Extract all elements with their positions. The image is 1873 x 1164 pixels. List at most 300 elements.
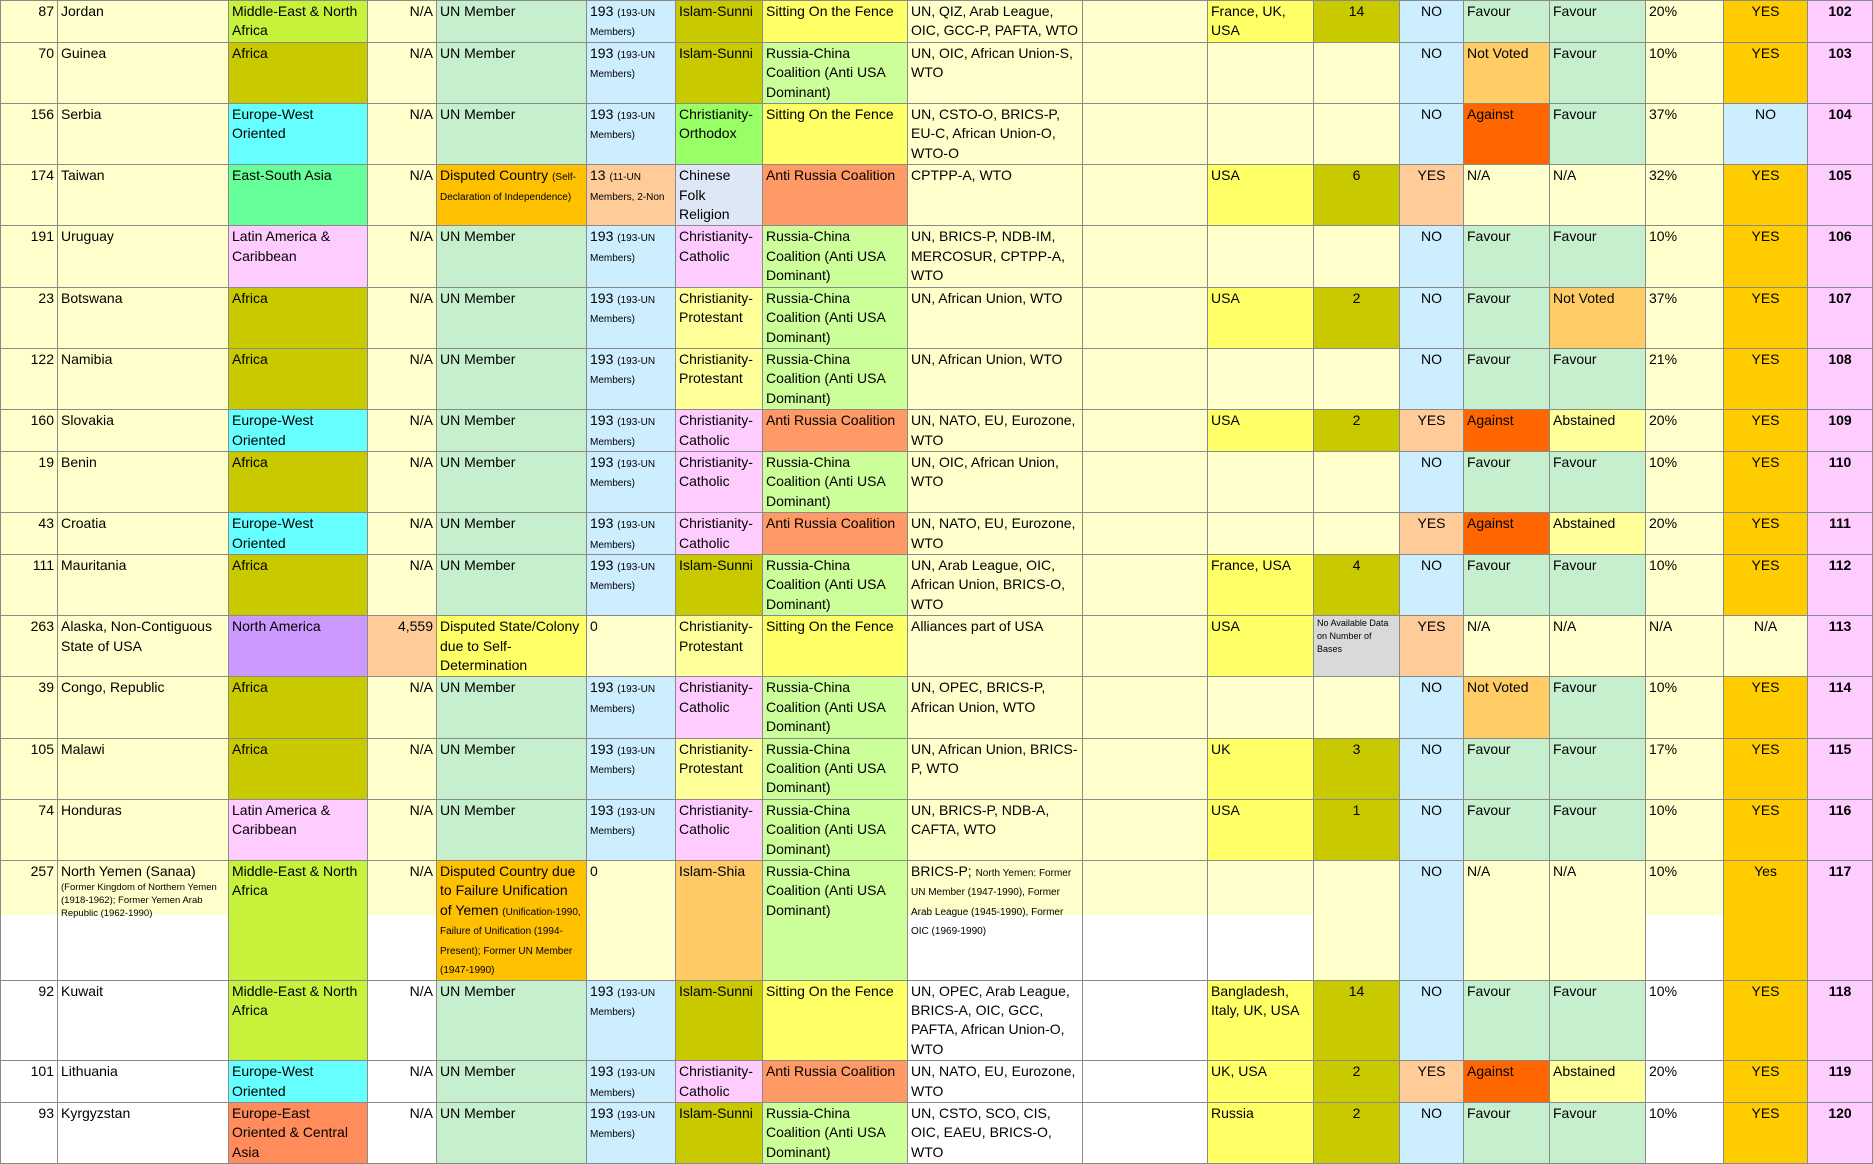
cell-index[interactable] — [1808, 738, 1873, 799]
cell-base-count[interactable] — [1314, 738, 1400, 799]
cell-nuclear[interactable] — [1400, 554, 1464, 615]
cell-stance[interactable] — [763, 226, 908, 287]
cell-memberships[interactable] — [908, 1061, 1083, 1103]
cell-index[interactable] — [1808, 799, 1873, 860]
cell-region[interactable] — [229, 1102, 368, 1163]
cell-area[interactable] — [368, 799, 437, 860]
cell-region[interactable] — [229, 1061, 368, 1103]
cell-country[interactable] — [58, 1102, 229, 1163]
cell-country[interactable] — [58, 1061, 229, 1103]
cell-stance[interactable] — [763, 677, 908, 738]
cell-status[interactable] — [437, 226, 587, 287]
cell-bases[interactable] — [1208, 348, 1314, 409]
cell-rank[interactable] — [1, 348, 58, 409]
cell-nuclear[interactable] — [1400, 226, 1464, 287]
cell-status[interactable] — [437, 513, 587, 555]
cell-un-count[interactable] — [587, 677, 676, 738]
cell-final[interactable] — [1724, 677, 1808, 738]
cell-bases[interactable] — [1208, 165, 1314, 226]
cell-country[interactable] — [58, 616, 229, 677]
cell-index[interactable] — [1808, 451, 1873, 512]
cell-bases[interactable] — [1208, 616, 1314, 677]
cell-area[interactable] — [368, 165, 437, 226]
cell-blank[interactable] — [1083, 165, 1208, 226]
cell-vote-2[interactable] — [1550, 1061, 1646, 1103]
cell-status[interactable] — [437, 799, 587, 860]
cell-index[interactable] — [1808, 616, 1873, 677]
cell-bases[interactable] — [1208, 410, 1314, 452]
cell-percent[interactable] — [1646, 1102, 1724, 1163]
cell-status[interactable] — [437, 42, 587, 103]
cell-memberships[interactable] — [908, 42, 1083, 103]
cell-rank[interactable] — [1, 799, 58, 860]
cell-bases[interactable] — [1208, 226, 1314, 287]
cell-area[interactable] — [368, 861, 437, 980]
cell-un-count[interactable] — [587, 1061, 676, 1103]
cell-rank[interactable] — [1, 410, 58, 452]
cell-stance[interactable] — [763, 554, 908, 615]
cell-index[interactable] — [1808, 287, 1873, 348]
cell-final[interactable] — [1724, 451, 1808, 512]
cell-un-count[interactable] — [587, 1102, 676, 1163]
cell-vote-1[interactable] — [1464, 104, 1550, 165]
cell-country[interactable] — [58, 861, 229, 980]
cell-rank[interactable] — [1, 1061, 58, 1103]
cell-nuclear[interactable] — [1400, 799, 1464, 860]
cell-final[interactable] — [1724, 1102, 1808, 1163]
cell-base-count[interactable] — [1314, 677, 1400, 738]
cell-bases[interactable] — [1208, 1102, 1314, 1163]
cell-area[interactable] — [368, 104, 437, 165]
cell-blank[interactable] — [1083, 1, 1208, 43]
cell-base-count[interactable] — [1314, 410, 1400, 452]
cell-vote-2[interactable] — [1550, 287, 1646, 348]
cell-region[interactable] — [229, 287, 368, 348]
cell-nuclear[interactable] — [1400, 980, 1464, 1061]
cell-rank[interactable] — [1, 287, 58, 348]
cell-rank[interactable] — [1, 738, 58, 799]
cell-bases[interactable] — [1208, 980, 1314, 1061]
cell-religion[interactable] — [676, 165, 763, 226]
cell-un-count[interactable] — [587, 410, 676, 452]
cell-rank[interactable] — [1, 513, 58, 555]
cell-bases[interactable] — [1208, 861, 1314, 980]
cell-status[interactable] — [437, 980, 587, 1061]
cell-percent[interactable] — [1646, 104, 1724, 165]
cell-memberships[interactable] — [908, 616, 1083, 677]
cell-vote-1[interactable] — [1464, 1061, 1550, 1103]
cell-un-count[interactable] — [587, 104, 676, 165]
cell-rank[interactable] — [1, 165, 58, 226]
cell-vote-1[interactable] — [1464, 410, 1550, 452]
cell-status[interactable] — [437, 1102, 587, 1163]
cell-un-count[interactable] — [587, 554, 676, 615]
cell-index[interactable] — [1808, 226, 1873, 287]
cell-percent[interactable] — [1646, 226, 1724, 287]
cell-stance[interactable] — [763, 1061, 908, 1103]
cell-country[interactable] — [58, 287, 229, 348]
cell-nuclear[interactable] — [1400, 1102, 1464, 1163]
cell-nuclear[interactable] — [1400, 616, 1464, 677]
cell-blank[interactable] — [1083, 554, 1208, 615]
cell-stance[interactable] — [763, 513, 908, 555]
cell-rank[interactable] — [1, 554, 58, 615]
cell-region[interactable] — [229, 738, 368, 799]
cell-memberships[interactable] — [908, 226, 1083, 287]
cell-country[interactable] — [58, 410, 229, 452]
cell-country[interactable] — [58, 226, 229, 287]
cell-nuclear[interactable] — [1400, 42, 1464, 103]
cell-vote-2[interactable] — [1550, 348, 1646, 409]
cell-region[interactable] — [229, 677, 368, 738]
cell-area[interactable] — [368, 616, 437, 677]
cell-blank[interactable] — [1083, 287, 1208, 348]
cell-religion[interactable] — [676, 616, 763, 677]
cell-stance[interactable] — [763, 799, 908, 860]
cell-region[interactable] — [229, 348, 368, 409]
cell-un-count[interactable] — [587, 513, 676, 555]
cell-percent[interactable] — [1646, 677, 1724, 738]
cell-vote-2[interactable] — [1550, 165, 1646, 226]
cell-blank[interactable] — [1083, 799, 1208, 860]
cell-region[interactable] — [229, 410, 368, 452]
cell-stance[interactable] — [763, 348, 908, 409]
cell-religion[interactable] — [676, 513, 763, 555]
cell-bases[interactable] — [1208, 1, 1314, 43]
cell-region[interactable] — [229, 513, 368, 555]
cell-base-count[interactable] — [1314, 348, 1400, 409]
cell-region[interactable] — [229, 1, 368, 43]
cell-bases[interactable] — [1208, 738, 1314, 799]
cell-area[interactable] — [368, 677, 437, 738]
cell-vote-1[interactable] — [1464, 616, 1550, 677]
cell-memberships[interactable] — [908, 348, 1083, 409]
cell-bases[interactable] — [1208, 451, 1314, 512]
cell-status[interactable] — [437, 1061, 587, 1103]
cell-stance[interactable] — [763, 861, 908, 980]
cell-index[interactable] — [1808, 554, 1873, 615]
cell-blank[interactable] — [1083, 677, 1208, 738]
cell-base-count[interactable] — [1314, 104, 1400, 165]
cell-region[interactable] — [229, 451, 368, 512]
cell-religion[interactable] — [676, 287, 763, 348]
cell-blank[interactable] — [1083, 226, 1208, 287]
cell-vote-1[interactable] — [1464, 42, 1550, 103]
cell-un-count[interactable] — [587, 451, 676, 512]
cell-index[interactable] — [1808, 980, 1873, 1061]
cell-nuclear[interactable] — [1400, 513, 1464, 555]
cell-index[interactable] — [1808, 410, 1873, 452]
cell-base-count[interactable] — [1314, 1061, 1400, 1103]
cell-rank[interactable] — [1, 42, 58, 103]
cell-final[interactable] — [1724, 1061, 1808, 1103]
cell-vote-1[interactable] — [1464, 348, 1550, 409]
cell-country[interactable] — [58, 738, 229, 799]
cell-status[interactable] — [437, 287, 587, 348]
cell-religion[interactable] — [676, 226, 763, 287]
cell-blank[interactable] — [1083, 738, 1208, 799]
cell-nuclear[interactable] — [1400, 348, 1464, 409]
cell-vote-1[interactable] — [1464, 1102, 1550, 1163]
cell-nuclear[interactable] — [1400, 677, 1464, 738]
cell-bases[interactable] — [1208, 677, 1314, 738]
cell-nuclear[interactable] — [1400, 1, 1464, 43]
cell-status[interactable] — [437, 677, 587, 738]
cell-region[interactable] — [229, 42, 368, 103]
cell-area[interactable] — [368, 738, 437, 799]
cell-un-count[interactable] — [587, 287, 676, 348]
cell-final[interactable] — [1724, 410, 1808, 452]
cell-bases[interactable] — [1208, 1061, 1314, 1103]
cell-vote-2[interactable] — [1550, 677, 1646, 738]
cell-religion[interactable] — [676, 1, 763, 43]
cell-stance[interactable] — [763, 616, 908, 677]
cell-stance[interactable] — [763, 451, 908, 512]
cell-rank[interactable] — [1, 1102, 58, 1163]
cell-vote-2[interactable] — [1550, 410, 1646, 452]
cell-region[interactable] — [229, 861, 368, 980]
cell-base-count[interactable] — [1314, 226, 1400, 287]
cell-final[interactable] — [1724, 42, 1808, 103]
cell-memberships[interactable] — [908, 165, 1083, 226]
cell-status[interactable] — [437, 165, 587, 226]
cell-vote-2[interactable] — [1550, 980, 1646, 1061]
cell-status[interactable] — [437, 410, 587, 452]
cell-final[interactable] — [1724, 104, 1808, 165]
cell-percent[interactable] — [1646, 410, 1724, 452]
cell-bases[interactable] — [1208, 104, 1314, 165]
cell-un-count[interactable] — [587, 861, 676, 980]
cell-base-count[interactable] — [1314, 980, 1400, 1061]
cell-religion[interactable] — [676, 42, 763, 103]
cell-blank[interactable] — [1083, 42, 1208, 103]
cell-nuclear[interactable] — [1400, 104, 1464, 165]
cell-base-count[interactable] — [1314, 165, 1400, 226]
cell-vote-2[interactable] — [1550, 738, 1646, 799]
cell-un-count[interactable] — [587, 980, 676, 1061]
cell-rank[interactable] — [1, 677, 58, 738]
cell-base-count[interactable] — [1314, 1, 1400, 43]
cell-country[interactable] — [58, 42, 229, 103]
cell-vote-1[interactable] — [1464, 861, 1550, 980]
cell-base-count[interactable] — [1314, 861, 1400, 980]
cell-area[interactable] — [368, 1102, 437, 1163]
cell-area[interactable] — [368, 554, 437, 615]
cell-area[interactable] — [368, 1, 437, 43]
cell-vote-1[interactable] — [1464, 451, 1550, 512]
cell-final[interactable] — [1724, 554, 1808, 615]
cell-final[interactable] — [1724, 980, 1808, 1061]
cell-vote-1[interactable] — [1464, 513, 1550, 555]
cell-religion[interactable] — [676, 104, 763, 165]
cell-nuclear[interactable] — [1400, 165, 1464, 226]
cell-rank[interactable] — [1, 1, 58, 43]
cell-final[interactable] — [1724, 348, 1808, 409]
cell-religion[interactable] — [676, 1061, 763, 1103]
cell-area[interactable] — [368, 980, 437, 1061]
cell-area[interactable] — [368, 513, 437, 555]
cell-status[interactable] — [437, 451, 587, 512]
cell-rank[interactable] — [1, 226, 58, 287]
cell-blank[interactable] — [1083, 1061, 1208, 1103]
cell-vote-1[interactable] — [1464, 738, 1550, 799]
cell-stance[interactable] — [763, 287, 908, 348]
cell-religion[interactable] — [676, 348, 763, 409]
cell-bases[interactable] — [1208, 554, 1314, 615]
cell-country[interactable] — [58, 1, 229, 43]
cell-rank[interactable] — [1, 861, 58, 980]
cell-status[interactable] — [437, 616, 587, 677]
cell-country[interactable] — [58, 165, 229, 226]
cell-final[interactable] — [1724, 165, 1808, 226]
cell-index[interactable] — [1808, 677, 1873, 738]
cell-vote-2[interactable] — [1550, 616, 1646, 677]
cell-percent[interactable] — [1646, 348, 1724, 409]
cell-percent[interactable] — [1646, 554, 1724, 615]
cell-vote-2[interactable] — [1550, 861, 1646, 980]
cell-region[interactable] — [229, 554, 368, 615]
cell-memberships[interactable] — [908, 1, 1083, 43]
cell-vote-1[interactable] — [1464, 677, 1550, 738]
cell-memberships[interactable] — [908, 738, 1083, 799]
cell-religion[interactable] — [676, 799, 763, 860]
cell-nuclear[interactable] — [1400, 861, 1464, 980]
cell-stance[interactable] — [763, 1102, 908, 1163]
cell-final[interactable] — [1724, 616, 1808, 677]
cell-country[interactable] — [58, 513, 229, 555]
cell-memberships[interactable] — [908, 980, 1083, 1061]
cell-memberships[interactable] — [908, 104, 1083, 165]
cell-memberships[interactable] — [908, 861, 1083, 980]
cell-blank[interactable] — [1083, 980, 1208, 1061]
cell-vote-1[interactable] — [1464, 1, 1550, 43]
cell-region[interactable] — [229, 104, 368, 165]
cell-religion[interactable] — [676, 677, 763, 738]
cell-vote-1[interactable] — [1464, 980, 1550, 1061]
cell-un-count[interactable] — [587, 226, 676, 287]
cell-final[interactable] — [1724, 861, 1808, 980]
cell-country[interactable] — [58, 104, 229, 165]
cell-un-count[interactable] — [587, 348, 676, 409]
cell-memberships[interactable] — [908, 410, 1083, 452]
cell-vote-2[interactable] — [1550, 104, 1646, 165]
cell-final[interactable] — [1724, 226, 1808, 287]
cell-status[interactable] — [437, 861, 587, 980]
cell-area[interactable] — [368, 410, 437, 452]
cell-country[interactable] — [58, 451, 229, 512]
cell-final[interactable] — [1724, 799, 1808, 860]
cell-status[interactable] — [437, 348, 587, 409]
cell-blank[interactable] — [1083, 861, 1208, 980]
cell-final[interactable] — [1724, 738, 1808, 799]
cell-nuclear[interactable] — [1400, 738, 1464, 799]
cell-index[interactable] — [1808, 513, 1873, 555]
cell-religion[interactable] — [676, 410, 763, 452]
cell-area[interactable] — [368, 348, 437, 409]
cell-country[interactable] — [58, 677, 229, 738]
cell-index[interactable] — [1808, 104, 1873, 165]
cell-rank[interactable] — [1, 616, 58, 677]
cell-percent[interactable] — [1646, 861, 1724, 980]
cell-base-count[interactable] — [1314, 616, 1400, 677]
cell-nuclear[interactable] — [1400, 1061, 1464, 1103]
cell-area[interactable] — [368, 287, 437, 348]
cell-memberships[interactable] — [908, 554, 1083, 615]
cell-nuclear[interactable] — [1400, 451, 1464, 512]
cell-percent[interactable] — [1646, 738, 1724, 799]
cell-rank[interactable] — [1, 451, 58, 512]
cell-blank[interactable] — [1083, 616, 1208, 677]
cell-bases[interactable] — [1208, 42, 1314, 103]
cell-stance[interactable] — [763, 980, 908, 1061]
cell-base-count[interactable] — [1314, 42, 1400, 103]
cell-region[interactable] — [229, 616, 368, 677]
cell-percent[interactable] — [1646, 287, 1724, 348]
cell-index[interactable] — [1808, 348, 1873, 409]
cell-vote-2[interactable] — [1550, 226, 1646, 287]
cell-rank[interactable] — [1, 104, 58, 165]
cell-blank[interactable] — [1083, 513, 1208, 555]
cell-memberships[interactable] — [908, 799, 1083, 860]
cell-percent[interactable] — [1646, 799, 1724, 860]
cell-un-count[interactable] — [587, 799, 676, 860]
cell-vote-2[interactable] — [1550, 799, 1646, 860]
cell-index[interactable] — [1808, 1102, 1873, 1163]
cell-un-count[interactable] — [587, 165, 676, 226]
cell-country[interactable] — [58, 799, 229, 860]
cell-base-count[interactable] — [1314, 451, 1400, 512]
cell-percent[interactable] — [1646, 616, 1724, 677]
cell-nuclear[interactable] — [1400, 410, 1464, 452]
cell-index[interactable] — [1808, 861, 1873, 980]
cell-country[interactable] — [58, 554, 229, 615]
cell-vote-2[interactable] — [1550, 513, 1646, 555]
cell-status[interactable] — [437, 738, 587, 799]
cell-vote-1[interactable] — [1464, 799, 1550, 860]
cell-religion[interactable] — [676, 861, 763, 980]
cell-region[interactable] — [229, 165, 368, 226]
cell-percent[interactable] — [1646, 513, 1724, 555]
cell-religion[interactable] — [676, 451, 763, 512]
cell-stance[interactable] — [763, 410, 908, 452]
cell-base-count[interactable] — [1314, 1102, 1400, 1163]
cell-percent[interactable] — [1646, 451, 1724, 512]
cell-country[interactable] — [58, 348, 229, 409]
cell-final[interactable] — [1724, 287, 1808, 348]
cell-percent[interactable] — [1646, 1061, 1724, 1103]
cell-index[interactable] — [1808, 42, 1873, 103]
cell-memberships[interactable] — [908, 1102, 1083, 1163]
cell-stance[interactable] — [763, 42, 908, 103]
cell-un-count[interactable] — [587, 42, 676, 103]
cell-area[interactable] — [368, 451, 437, 512]
cell-memberships[interactable] — [908, 677, 1083, 738]
cell-vote-1[interactable] — [1464, 554, 1550, 615]
cell-status[interactable] — [437, 1, 587, 43]
cell-area[interactable] — [368, 42, 437, 103]
cell-base-count[interactable] — [1314, 554, 1400, 615]
cell-region[interactable] — [229, 799, 368, 860]
cell-stance[interactable] — [763, 104, 908, 165]
cell-region[interactable] — [229, 980, 368, 1061]
cell-vote-1[interactable] — [1464, 165, 1550, 226]
cell-un-count[interactable] — [587, 616, 676, 677]
cell-bases[interactable] — [1208, 799, 1314, 860]
cell-percent[interactable] — [1646, 42, 1724, 103]
cell-blank[interactable] — [1083, 104, 1208, 165]
cell-bases[interactable] — [1208, 513, 1314, 555]
cell-memberships[interactable] — [908, 513, 1083, 555]
